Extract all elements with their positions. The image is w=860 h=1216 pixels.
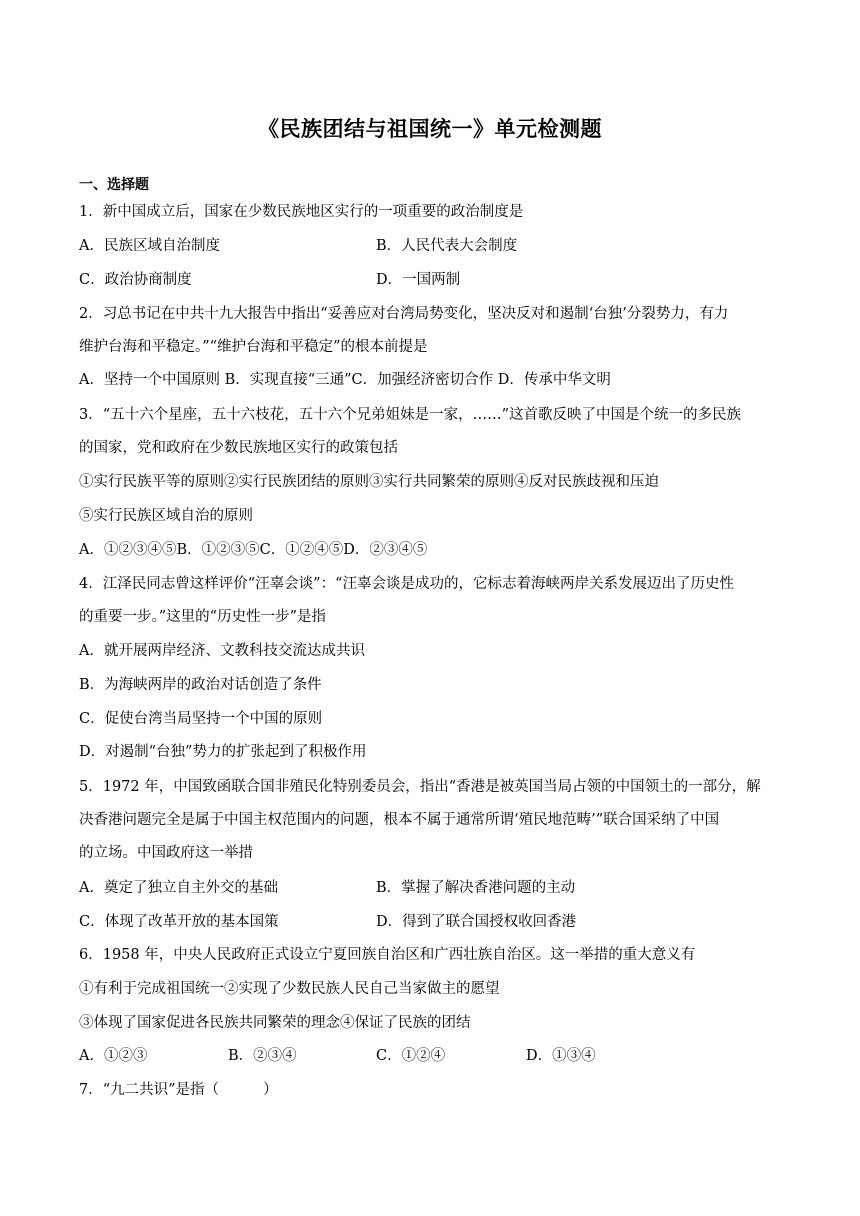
question-4-stem-line-2: 的重要一步。”这里的“历史性一步”是指 — [79, 609, 326, 625]
question-2-options: A．坚持一个中国原则 B．实现直接“三通”C．加强经济密切合作 D．传承中华文明 — [79, 372, 611, 388]
question-4-option-c: C．促使台湾当局坚持一个中国的原则 — [79, 711, 323, 727]
question-2-stem-line-2: 维护台海和平稳定。”“维护台海和平稳定”的根本前提是 — [79, 339, 428, 355]
question-7-stem-text: 7．“九二共识”是指（ — [79, 1082, 220, 1098]
question-7-stem — [79, 1080, 278, 1100]
question-4-option-b: B．为海峡两岸的政治对话创造了条件 — [79, 677, 322, 693]
question-1-option-b: B．人民代表大会制度 — [376, 238, 518, 254]
question-6-option-a: A．①②③ — [79, 1048, 148, 1064]
section-heading: 一、选择题 — [79, 177, 149, 193]
question-6-stem: 6．1958 年，中央人民政府正式设立宁夏回族自治区和广西壮族自治区。这一举措的重大意义有 — [79, 947, 696, 963]
question-5-stem-line-2: 决香港问题完全是属于中国主权范围内的问题，根本不属于通常所谓‘殖民地范畴’”联合国采纳了中国 — [79, 812, 720, 828]
question-6-option-d: D．①③④ — [526, 1048, 596, 1064]
question-5-stem-line-1: 5．1972 年，中国致函联合国非殖民化特别委员会，指出“香港是被英国当局占领的中国领土的一部分，解 — [79, 779, 761, 795]
question-4-stem-line-1: 4．江泽民同志曾这样评价“汪辜会谈”：“汪辜会谈是成功的，它标志着海峡两岸关系发展迈出了历史性 — [79, 576, 734, 592]
question-5-option-a: A．奠定了独立自主外交的基础 — [79, 880, 278, 896]
question-5-option-b: B．掌握了解决香港问题的主动 — [376, 880, 576, 896]
page-title: 《民族团结与祖国统一》单元检测题 — [258, 117, 602, 141]
question-1-option-a: A．民族区域自治制度 — [79, 238, 220, 254]
question-3-items-line-1: ①实行民族平等的原则②实行民族团结的原则③实行共同繁荣的原则④反对民族歧视和压迫 — [79, 474, 659, 490]
question-5-option-c: C．体现了改革开放的基本国策 — [79, 914, 279, 930]
question-1-stem: 1．新中国成立后，国家在少数民族地区实行的一项重要的政治制度是 — [79, 204, 524, 220]
question-5-option-d: D．得到了联合国授权收回香港 — [376, 914, 577, 930]
question-3-stem-line-2: 的国家，党和政府在少数民族地区实行的政策包括 — [79, 440, 398, 456]
question-6-option-c: C．①②④ — [376, 1048, 446, 1064]
question-3-items-line-2: ⑤实行民族区域自治的原则 — [79, 508, 253, 524]
question-3-options: A．①②③④⑤B．①②③⑤C．①②④⑤D．②③④⑤ — [79, 542, 428, 558]
question-5-stem-line-3: 的立场。中国政府这一举措 — [79, 845, 253, 861]
question-6-items-line-1: ①有利于完成祖国统一②实现了少数民族人民自己当家做主的愿望 — [79, 981, 500, 997]
question-1-option-c: C．政治协商制度 — [79, 272, 192, 288]
question-4-option-d: D．对遏制“台独”势力的扩张起到了积极作用 — [79, 744, 367, 760]
question-4-option-a: A．就开展两岸经济、文教科技交流达成共识 — [79, 643, 365, 659]
question-2-stem-line-1: 2．习总书记在中共十九大报告中指出“妥善应对台湾局势变化，坚决反对和遏制‘台独’分裂势力，有力 — [79, 306, 729, 322]
question-6-option-b: B．②③④ — [228, 1048, 297, 1064]
question-6-items-line-2: ③体现了国家促进各民族共同繁荣的理念④保证了民族的团结 — [79, 1015, 471, 1031]
question-7-close-paren: ） — [263, 1082, 278, 1098]
question-3-stem-line-1: 3．“五十六个星座，五十六枝花，五十六个兄弟姐妹是一家，……”这首歌反映了中国是个统一的多民族 — [79, 407, 742, 423]
question-1-option-d: D．一国两制 — [376, 272, 461, 288]
